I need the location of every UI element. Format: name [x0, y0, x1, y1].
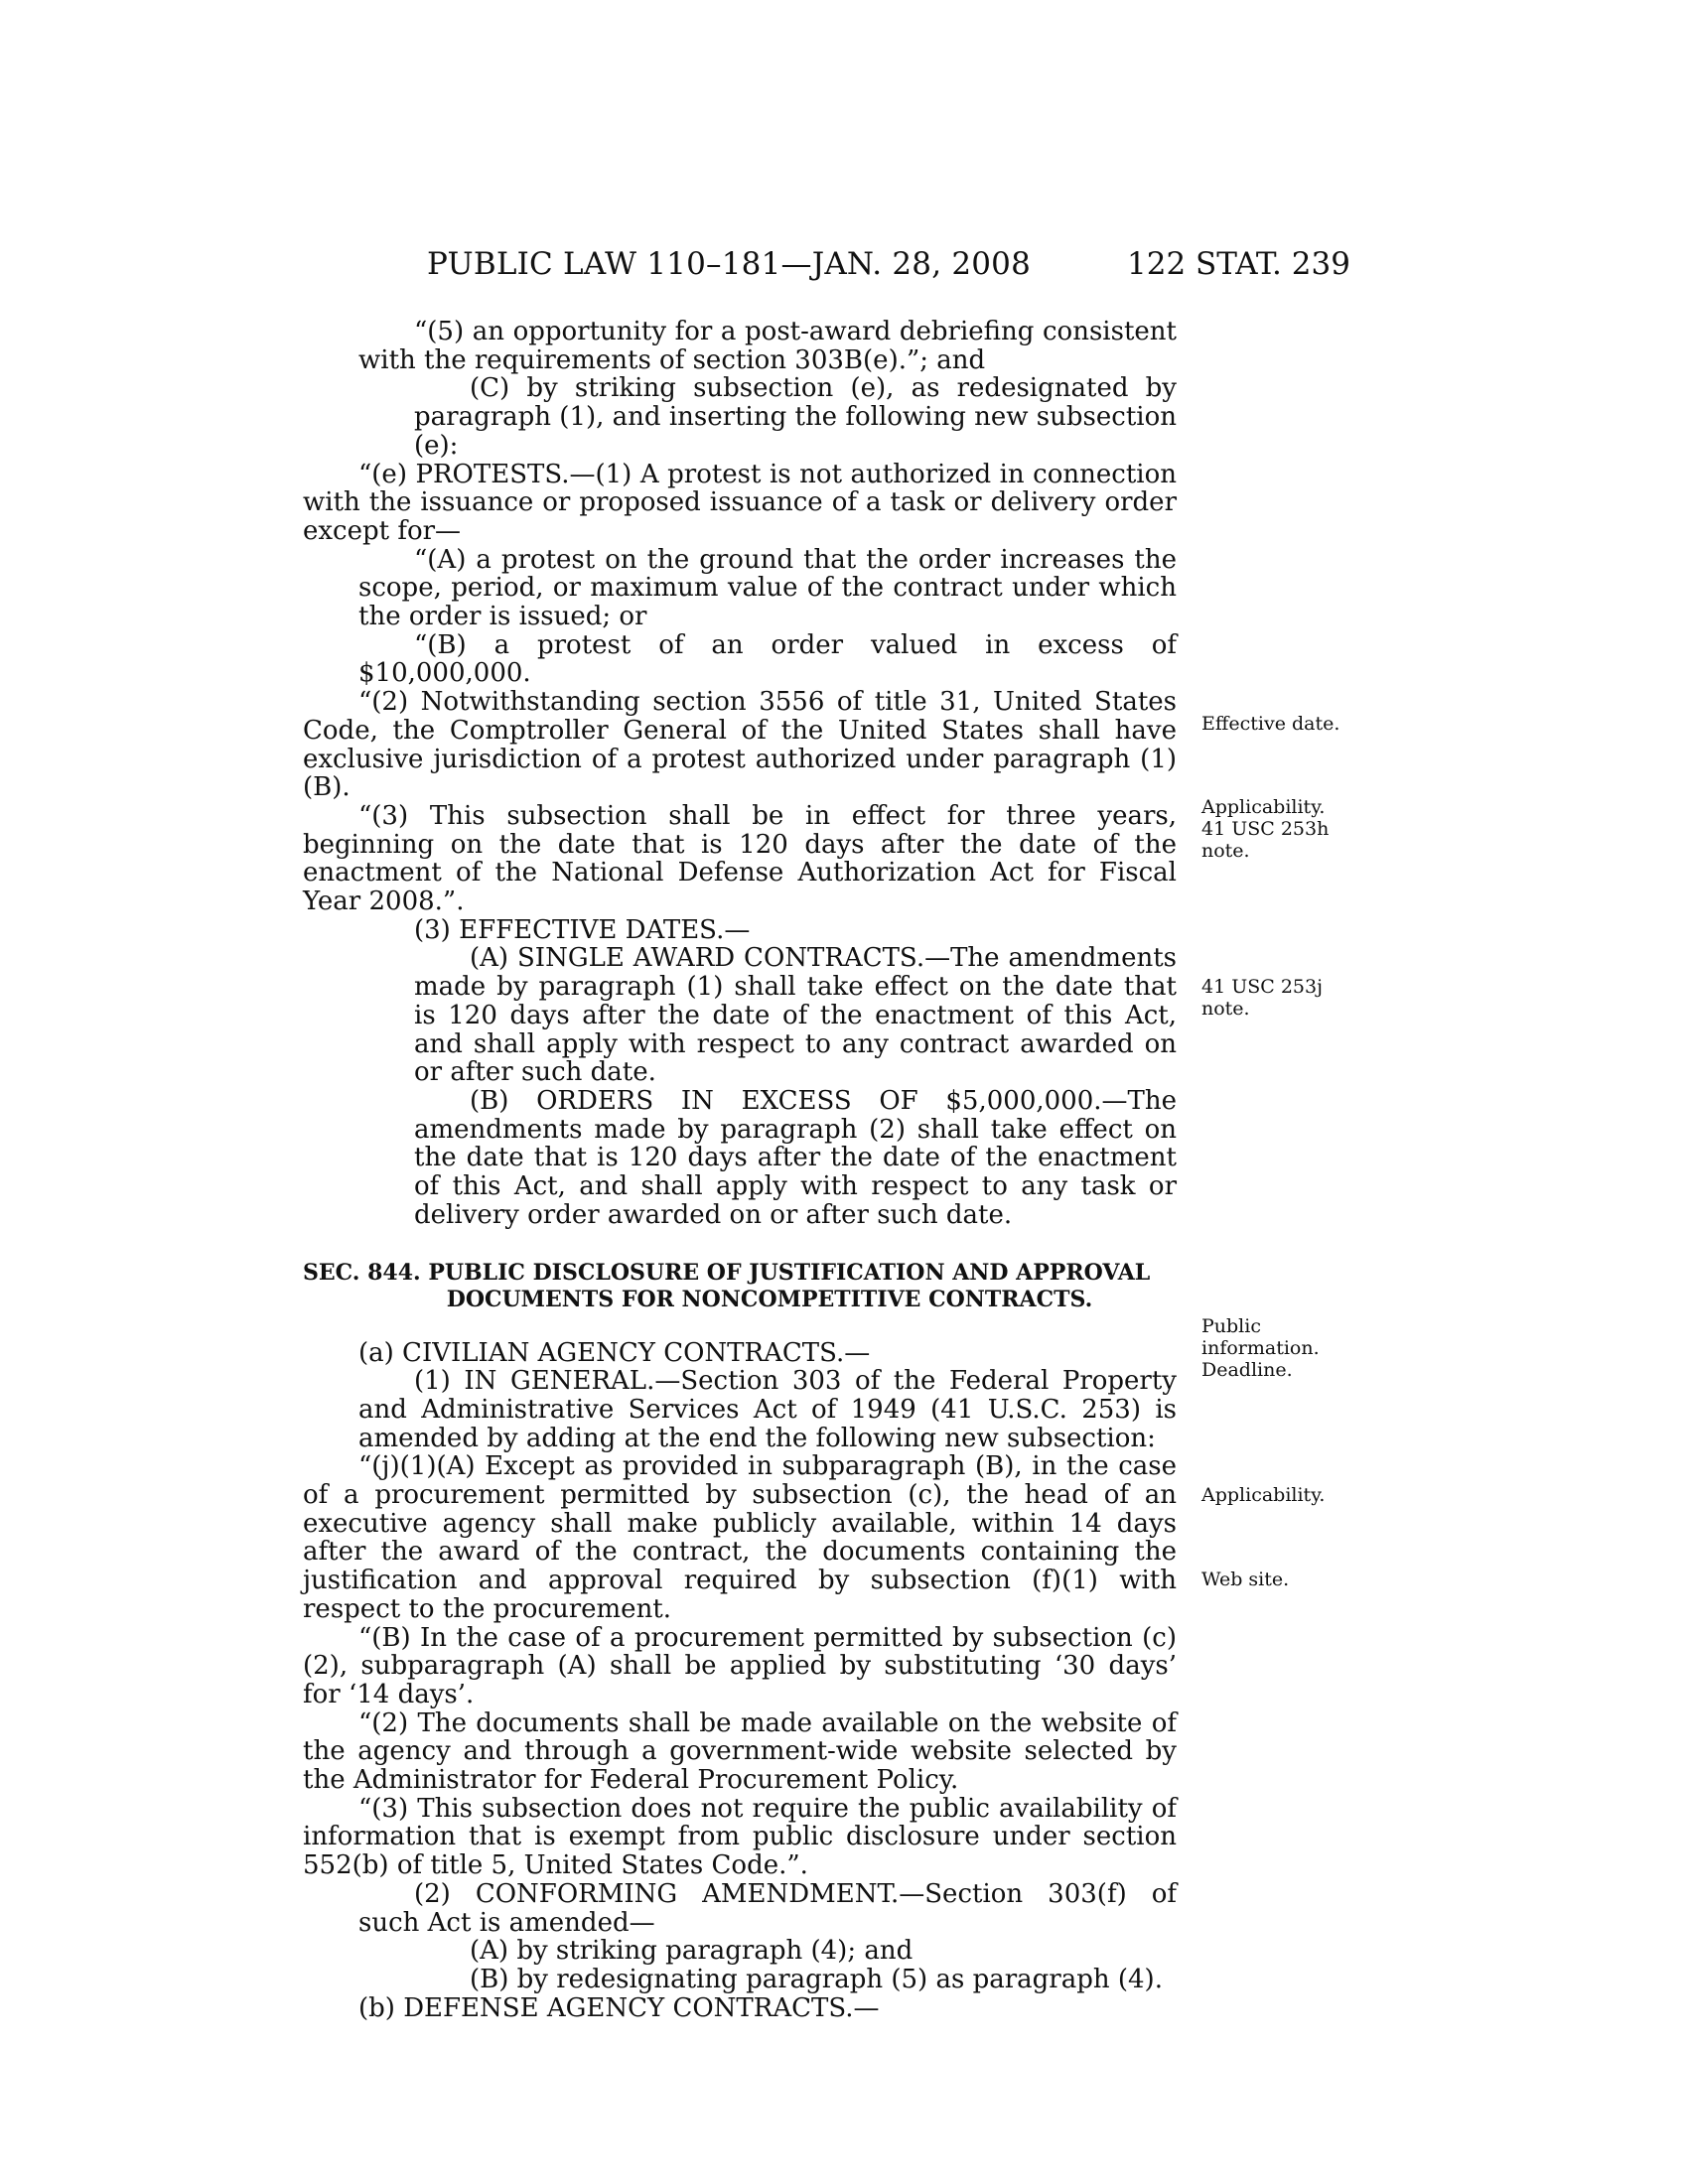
margin-note-public-information: Public information. Deadline.	[1201, 1315, 1320, 1381]
paragraph: “(A) a protest on the ground that the order increases the scope, period, or maximum value of the contract under which the order is issued; or	[358, 544, 1177, 632]
paragraph: (a) CIVILIAN AGENCY CONTRACTS.—	[358, 1337, 871, 1368]
running-header-title: PUBLIC LAW 110–181—JAN. 28, 2008	[427, 246, 1032, 282]
paragraph: “(3) This subsection shall be in effect for three years, beginning on the date that is 120 days after the date of the enactment of the National Defense Authorization Act for Fiscal Year 2008.”.	[303, 800, 1177, 917]
margin-note-usc-253j: 41 USC 253j note.	[1201, 976, 1323, 1020]
section-heading-line-2: DOCUMENTS FOR NONCOMPETITIVE CONTRACTS.	[446, 1286, 1093, 1312]
paragraph: “(B) In the case of a procurement permitted by subsection (c)(2), subparagraph (A) shall be applied by substituting ‘30 days’ for ‘14 days’.	[303, 1622, 1177, 1709]
paragraph: “(3) This subsection does not require the public availability of information that is exempt from public disclosure under section 552(b) of title 5, United States Code.”.	[303, 1793, 1177, 1881]
paragraph: “(2) The documents shall be made available on the website of the agency and through a government-wide website selected by the Administrator for Federal Procurement Policy.	[303, 1707, 1177, 1796]
paragraph: (b) DEFENSE AGENCY CONTRACTS.—	[358, 1992, 880, 2023]
paragraph: “(B) a protest of an order valued in excess of $10,000,000.	[358, 629, 1177, 689]
paragraph: (1) IN GENERAL.—Section 303 of the Federal Property and Administrative Services Act of 1949 (41 U.S.C. 253) is amended by adding at the end the following new subsection:	[358, 1366, 1177, 1453]
paragraph: (C) by striking subsection (e), as redesignated by paragraph (1), and inserting the following new subsection (e):	[414, 373, 1177, 461]
margin-note-applicability-2: Applicability.	[1201, 1484, 1326, 1506]
body-text	[303, 318, 1177, 2022]
margin-note-applicability: Applicability. 41 USC 253h note.	[1201, 796, 1330, 862]
paragraph: (2) CONFORMING AMENDMENT.—Section 303(f) of such Act is amended—	[358, 1878, 1177, 1938]
paragraph: “(5) an opportunity for a post-award debriefing consistent with the requirements of section 303B(e).”; and	[358, 317, 1177, 375]
paragraph: (A) SINGLE AWARD CONTRACTS.—The amendments made by paragraph (1) shall take effect on the date that is 120 days after the date of the enactment of this Act, and shall apply with respect to any contract awarded on or after such date.	[414, 943, 1177, 1088]
paragraph: “(e) PROTESTS.—(1) A protest is not authorized in connection with the issuance or proposed issuance of a task or delivery order except for—	[303, 459, 1177, 546]
paragraph: “(j)(1)(A) Except as provided in subparagraph (B), in the case of a procurement permitted by subsection (c), the head of an executive agency shall make publicly available, within 14 days after the award of the contract, the documents containing the justification and approval required by subsection (f)(1) with respect to the procurement.	[303, 1451, 1177, 1624]
margin-note-effective-date: Effective date.	[1201, 713, 1340, 735]
section-heading-line-1: SEC. 844. PUBLIC DISCLOSURE OF JUSTIFICATION AND APPROVAL	[303, 1259, 1151, 1286]
margin-note-website: Web site.	[1201, 1569, 1290, 1590]
section-heading	[303, 1260, 1177, 1313]
paragraph: (B) ORDERS IN EXCESS OF $5,000,000.—The amendments made by paragraph (2) shall take effect on the date that is 120 days after the date of the enactment of this Act, and shall apply with respect to any task or delivery order awarded on or after such date.	[414, 1085, 1177, 1230]
paragraph: (A) by striking paragraph (4); and	[470, 1936, 914, 1967]
paragraph: (3) EFFECTIVE DATES.—	[414, 914, 751, 945]
paragraph: “(2) Notwithstanding section 3556 of title 31, United States Code, the Comptroller General of the United States shall have exclusive jurisdiction of a protest authorized under paragraph (1)(B).	[303, 687, 1177, 803]
paragraph: (B) by redesignating paragraph (5) as paragraph (4).	[470, 1964, 1163, 1994]
running-header-page: 122 STAT. 239	[1127, 246, 1350, 282]
